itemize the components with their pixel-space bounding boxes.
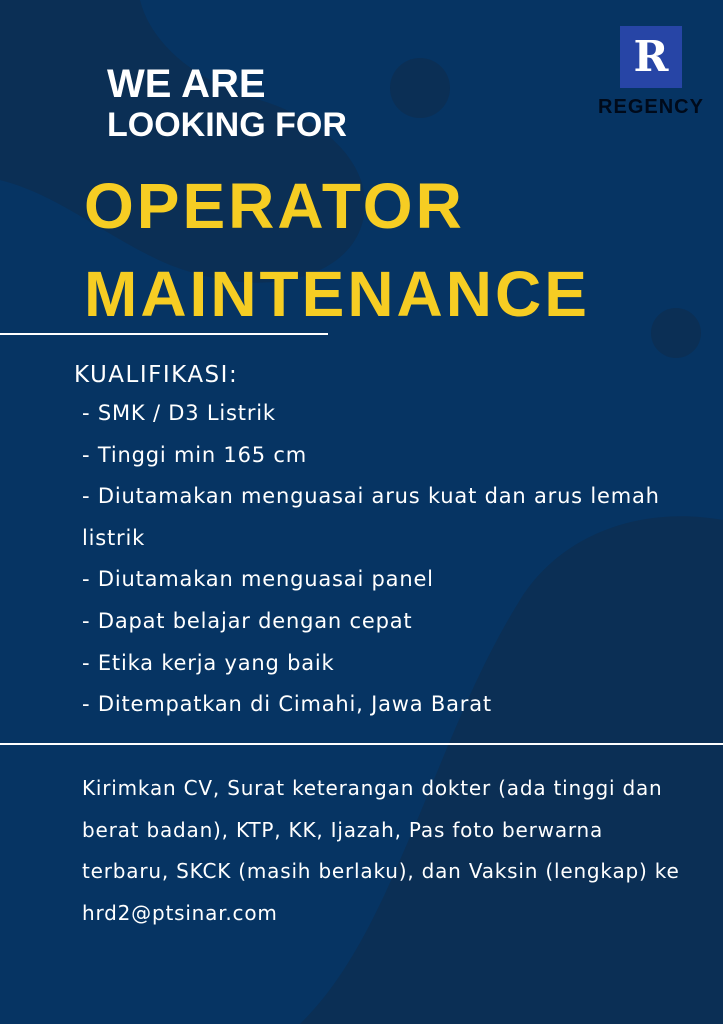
qualifications-list xyxy=(82,393,682,726)
qualification-item: - Dapat belajar dengan cepat xyxy=(82,608,413,633)
intro-heading xyxy=(107,62,347,144)
qualification-item: - Tinggi min 165 cm xyxy=(82,442,307,467)
qualification-item: - Diutamakan menguasai arus kuat dan arus lemah listrik xyxy=(82,484,660,550)
company-name: REGENCY xyxy=(598,96,704,118)
intro-heading-line-2: LOOKING FOR xyxy=(107,106,347,144)
background-dot-right xyxy=(651,308,701,358)
qualification-item: - SMK / D3 Listrik xyxy=(82,401,276,425)
company-logo xyxy=(591,26,711,119)
job-title xyxy=(84,162,590,338)
background-dot-top xyxy=(390,58,450,118)
application-instructions: Kirimkan CV, Surat keterangan dokter (ada tinggi dan berat badan), KTP, KK, Ijazah, Pas foto berwarna terbaru, SKCK (masih berlaku), dan Vaksin (lengkap) ke hrd2@ptsinar.com xyxy=(82,776,680,925)
job-title-line-1: OPERATOR xyxy=(84,170,465,242)
qualification-item: - Diutamakan menguasai panel xyxy=(82,567,434,592)
qualification-item: - Ditempatkan di Cimahi, Jawa Barat xyxy=(82,692,492,717)
qualifications-title: KUALIFIKASI: xyxy=(74,362,239,388)
logo-badge xyxy=(620,26,682,88)
intro-heading-line-1: WE ARE xyxy=(107,62,266,106)
qualification-item: - Etika kerja yang baik xyxy=(82,650,335,675)
job-title-line-2: MAINTENANCE xyxy=(84,258,590,330)
divider-top xyxy=(0,333,328,335)
logo-letter: R xyxy=(633,32,669,81)
divider-middle xyxy=(0,743,723,745)
